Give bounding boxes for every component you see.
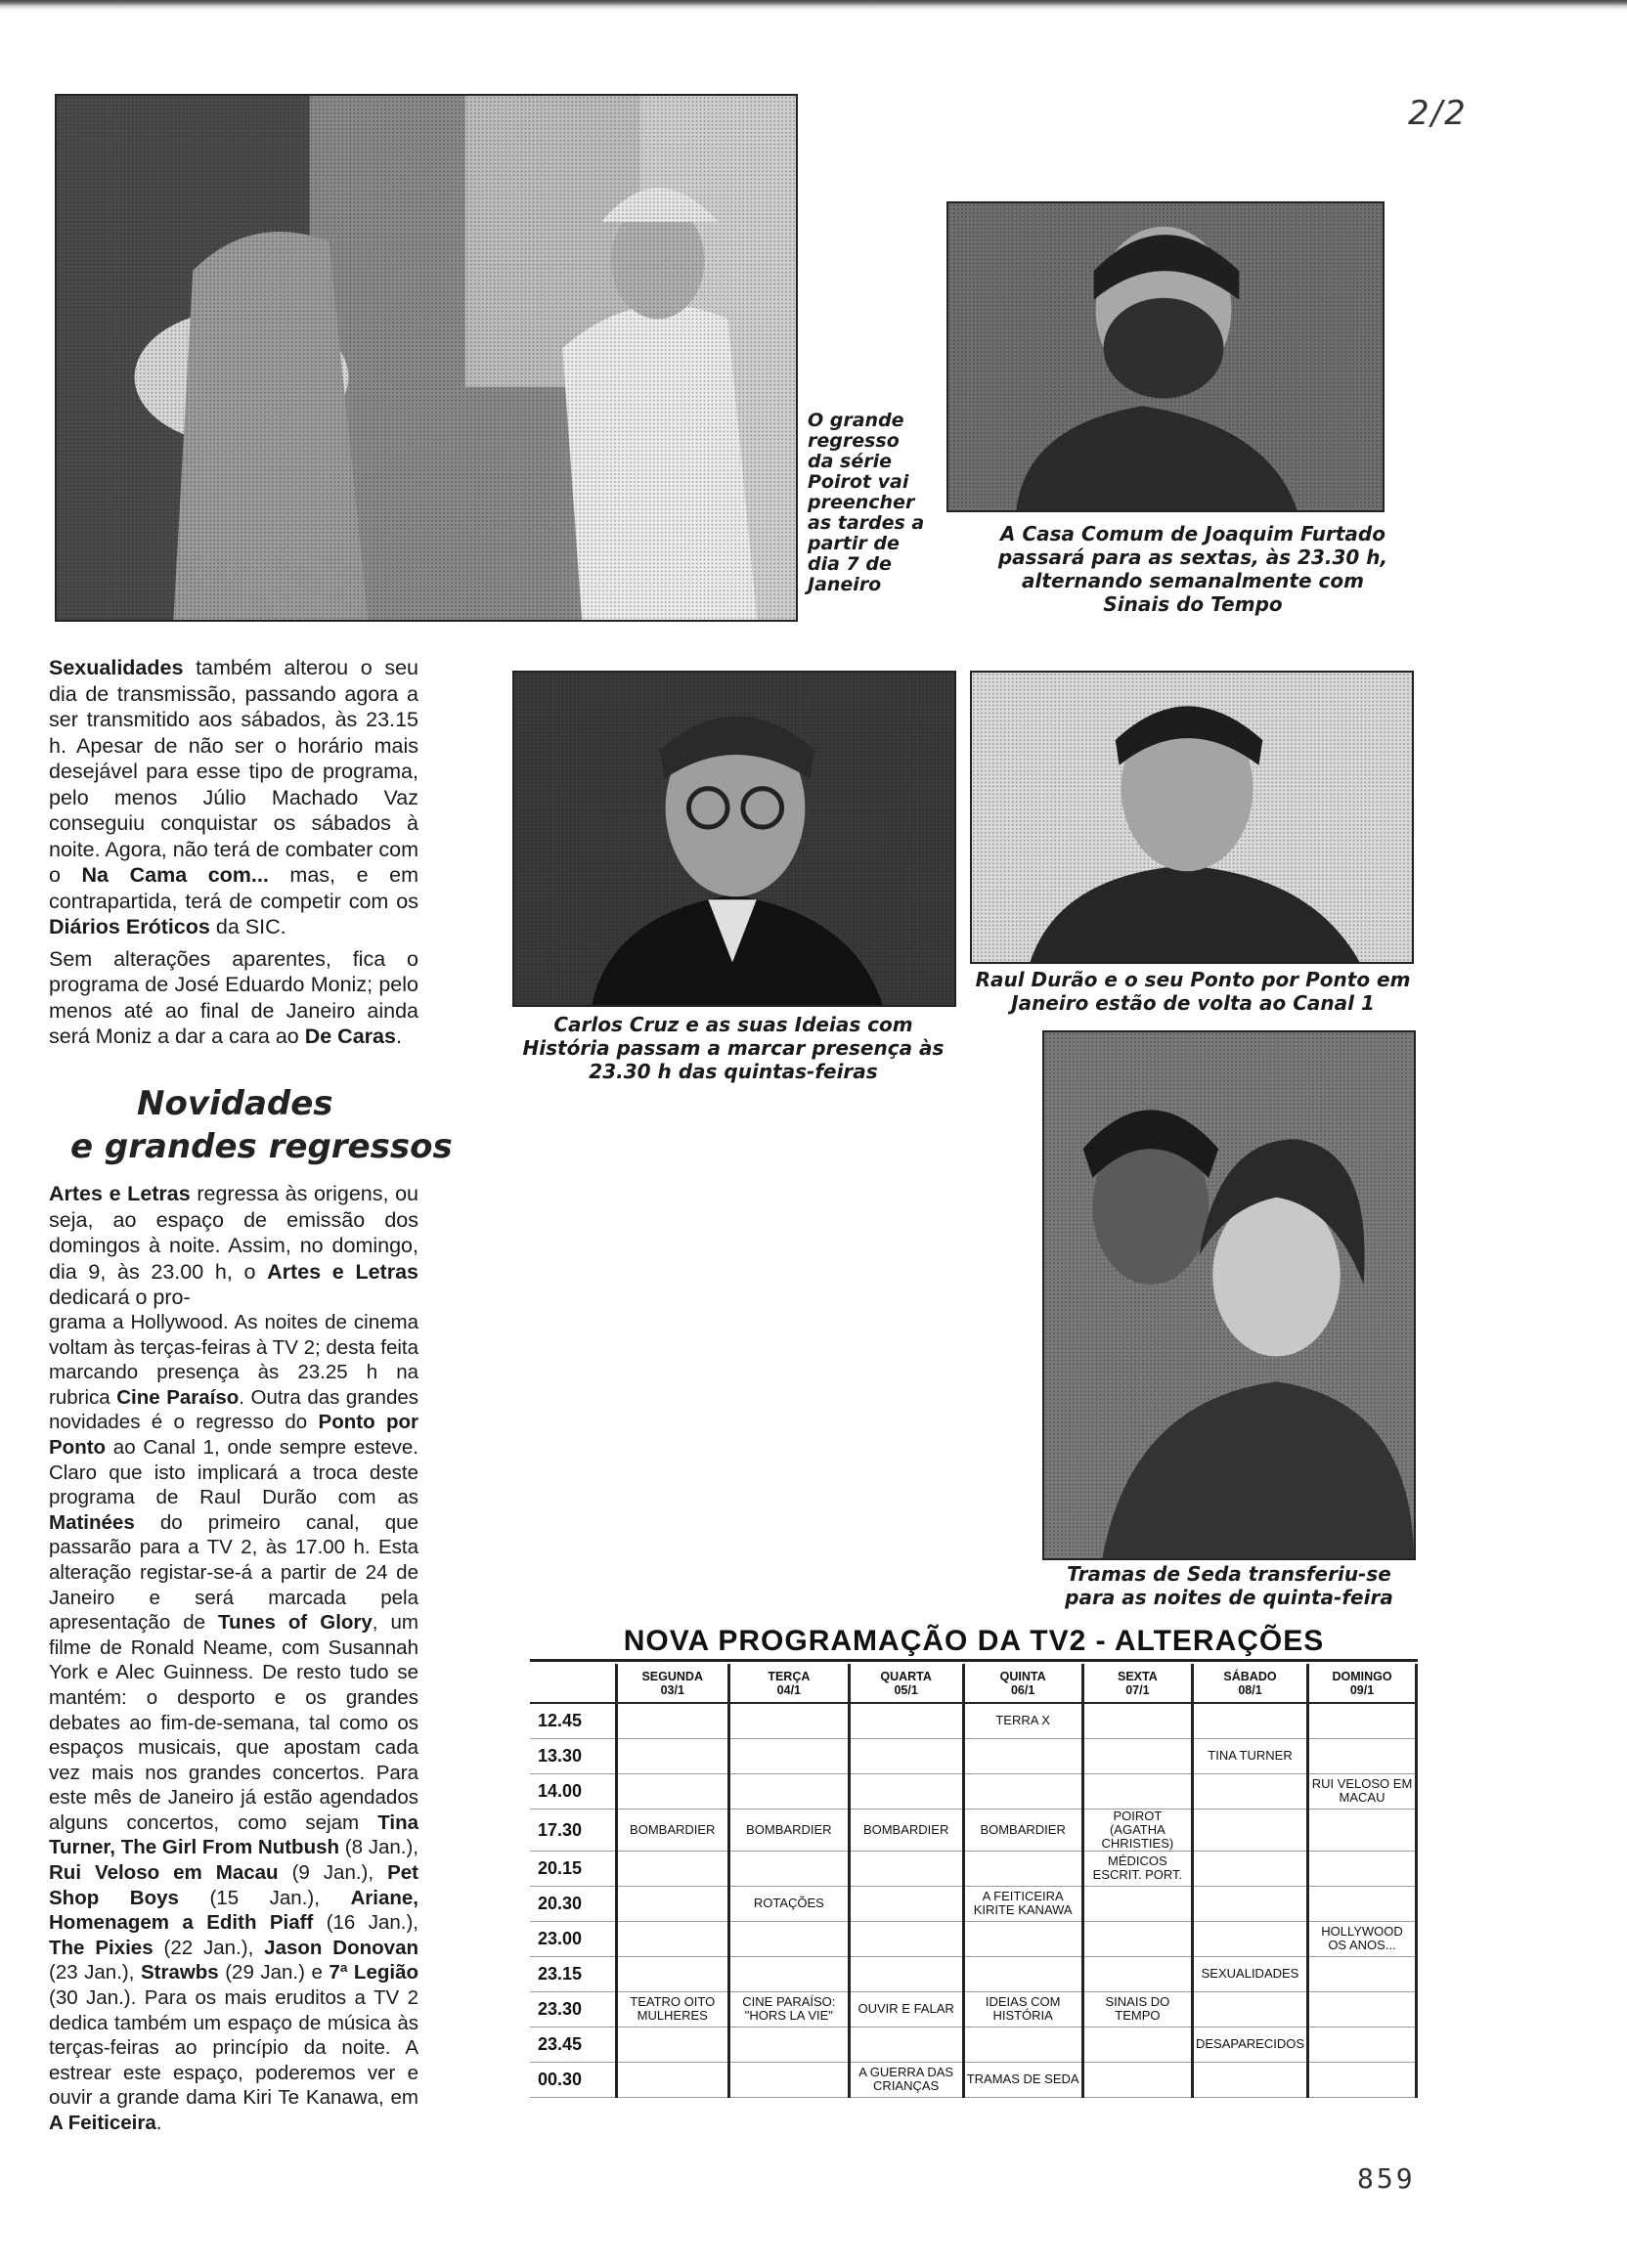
time-slot: 00.30 (538, 2070, 583, 2089)
program-cell (1082, 1703, 1192, 1738)
program-cell (728, 1956, 849, 1991)
tramas-caption: Tramas de Seda transferiu-se para as noites de quinta-feira (1065, 1562, 1393, 1609)
program-cell (1082, 2062, 1192, 2097)
program-cell: BOMBARDIER (963, 1809, 1082, 1851)
program-cell (1192, 1991, 1307, 2027)
program-cell (963, 1773, 1082, 1809)
program-cell (1192, 1703, 1307, 1738)
program-cell: ROTAÇÕES (728, 1886, 849, 1921)
program-cell (849, 1921, 963, 1956)
schedule-row (530, 1738, 1417, 1773)
raul-durao-photo (970, 671, 1414, 964)
program-cell (728, 2062, 849, 2097)
program-cell: IDEIAS COM HISTÓRIA (963, 1991, 1082, 2027)
joaquim-furtado-photo (946, 201, 1385, 512)
program-cell (849, 1851, 963, 1886)
paragraph-novidades: grama a Hollywood. As noites de cinema voltam às terças-feiras à TV 2; desta feita marcando presença às 23.25 h na rubrica Cine Paraíso. Outra das grandes novidades é o regresso do Ponto por Ponto ao Canal 1, onde sempre esteve. Claro que isto implicará a troca deste programa de Raul Durão com as Matinées do primeiro canal, que passarão para a TV 2, às 17.00 h. Esta alteração registar-se-á a partir de 24 de Janeiro e será marcada pela apresentação de Tunes of Glory, um filme de Ronald Neame, com Susannah York e Alec Guinness. De resto tudo se mantém: o desporto e os grandes debates ao fim-de-semana, tal como os espaços musicais, que apostam cada vez mais nos grandes concertos. Para este mês de Janeiro já estão agendados alguns concertos, como sejam Tina Turner, The Girl From Nutbush (8 Jan.), Rui Veloso em Macau (9 Jan.), Pet Shop Boys (15 Jan.), Ariane, Homenagem a Edith Piaff (16 Jan.), The Pixies (22 Jan.), Jason Donovan (23 Jan.), Strawbs (29 Jan.) e 7ª Legião (30 Jan.). Para os mais eruditos a TV 2 dedica também um espaço de música às terças-feiras ao princípio da noite. A estrear este espaço, poderemos ver e ouvir a grande dama Kiri Te Kanawa, em A Feiticeira. (49, 1311, 419, 2134)
program-cell: POIROT (AGATHA CHRISTIES) (1082, 1809, 1192, 1851)
program-cell (849, 2027, 963, 2062)
program-cell (728, 2027, 849, 2062)
poirot-photo (55, 94, 798, 622)
program-cell: CINE PARAÍSO: "HORS LA VIE" (728, 1991, 849, 2027)
program-cell (616, 1921, 728, 1956)
time-slot: 23.30 (538, 1999, 583, 2019)
program-cell (728, 1703, 849, 1738)
program-cell (616, 1703, 728, 1738)
program-cell (849, 1773, 963, 1809)
program-cell: SINAIS DO TEMPO (1082, 1991, 1192, 2027)
program-cell (728, 1921, 849, 1956)
program-cell (1308, 1809, 1417, 1851)
program-cell: TINA TURNER (1192, 1738, 1307, 1773)
schedule-title: NOVA PROGRAMAÇÃO DA TV2 - ALTERAÇÕES (530, 1625, 1418, 1662)
program-cell: OUVIR E FALAR (849, 1991, 963, 2027)
casa-comum-caption: A Casa Comum de Joaquim Furtado passará para as sextas, às 23.30 h, alternando semanalmente com Sinais do Tempo (997, 522, 1388, 616)
program-cell (849, 1703, 963, 1738)
schedule-row (530, 1921, 1417, 1956)
paragraph-moniz: Sem alterações aparentes, fica o programa de José Eduardo Moniz; pelo menos até ao final de Janeiro ainda será Moniz a dar a cara ao De Caras. (49, 946, 418, 1048)
page-number: 859 (1357, 2162, 1416, 2195)
program-cell: TRAMAS DE SEDA (963, 2062, 1082, 2097)
program-cell: BOMBARDIER (849, 1809, 963, 1851)
program-cell (1308, 2062, 1417, 2097)
paragraph-sexualidades: Sexualidades também alterou o seu dia de transmissão, passando agora a ser transmitido aos sábados, às 23.15 h. Apesar de não ser o horário mais desejável para esse tipo de programa, pelo menos Júlio Machado Vaz conseguiu conquistar os sábados à noite. Agora, não terá de combater com o Na Cama com... mas, e em contrapartida, terá de competir com os Diários Eróticos da SIC. (49, 656, 418, 938)
day-header: SEXTA 07/1 (1082, 1664, 1192, 1703)
program-cell (616, 2027, 728, 2062)
day-header: DOMINGO 09/1 (1308, 1664, 1417, 1703)
program-cell (1192, 1809, 1307, 1851)
program-cell (963, 1851, 1082, 1886)
day-header: QUARTA 05/1 (849, 1664, 963, 1703)
carlos-cruz-caption: Carlos Cruz e as suas Ideias com História passam a marcar presença às 23.30 h das quintas-feiras (522, 1013, 945, 1083)
time-slot: 23.00 (538, 1929, 583, 1948)
schedule-body (530, 1703, 1417, 2097)
tramas-de-seda-photo (1042, 1030, 1416, 1560)
program-cell: A FEITICEIRA KIRITE KANAWA (963, 1886, 1082, 1921)
program-cell: MÉDICOS ESCRIT. PORT. (1082, 1851, 1192, 1886)
program-cell (849, 1886, 963, 1921)
day-header: QUINTA 06/1 (963, 1664, 1082, 1703)
article-column-bottom (49, 1310, 418, 2142)
time-slot: 17.30 (538, 1819, 583, 1840)
poirot-caption: O grande regresso da série Poirot vai preencher as tardes a partir de dia 7 de Janeiro (808, 410, 925, 595)
time-column-header (530, 1664, 616, 1703)
program-cell: BOMBARDIER (616, 1809, 728, 1851)
program-cell: BOMBARDIER (728, 1809, 849, 1851)
program-cell (963, 2027, 1082, 2062)
program-cell (963, 1738, 1082, 1773)
program-cell (616, 1851, 728, 1886)
section-heading-line1: Novidades (137, 1084, 333, 1123)
carlos-cruz-photo (512, 671, 956, 1007)
program-cell (728, 1851, 849, 1886)
program-cell (616, 1738, 728, 1773)
time-slot: 14.00 (538, 1781, 583, 1801)
program-cell (1308, 1738, 1417, 1773)
program-cell (1082, 1738, 1192, 1773)
schedule-row (530, 1773, 1417, 1809)
program-cell: TERRA X (963, 1703, 1082, 1738)
program-cell: SEXUALIDADES (1192, 1956, 1307, 1991)
program-cell (616, 1956, 728, 1991)
schedule-row (530, 1886, 1417, 1921)
time-slot: 23.15 (538, 1964, 583, 1984)
program-cell (963, 1921, 1082, 1956)
program-cell (616, 1773, 728, 1809)
program-cell (728, 1773, 849, 1809)
program-cell (616, 2062, 728, 2097)
day-header: SEGUNDA 03/1 (616, 1664, 728, 1703)
program-cell (1192, 1773, 1307, 1809)
raul-durao-caption: Raul Durão e o seu Ponto por Ponto em Janeiro estão de volta ao Canal 1 (975, 968, 1411, 1015)
schedule-row (530, 2027, 1417, 2062)
program-cell (1192, 1851, 1307, 1886)
program-cell (1308, 1703, 1417, 1738)
article-column-middle (49, 1181, 418, 1317)
program-cell (1192, 1921, 1307, 1956)
program-cell (1082, 1921, 1192, 1956)
handwritten-page-mark: 2/2 (1408, 94, 1468, 133)
schedule-row (530, 2062, 1417, 2097)
time-slot: 20.30 (538, 1894, 583, 1913)
paragraph-artes-letras: Artes e Letras regressa às origens, ou seja, ao espaço de emissão dos domingos à noite. Assim, no domingo, dia 9, às 23.00 h, o Artes e Letras dedicará o pro- (49, 1182, 418, 1309)
program-cell (1082, 1956, 1192, 1991)
section-heading-line2: e grandes regressos (70, 1127, 453, 1166)
day-header: SÁBADO 08/1 (1192, 1664, 1307, 1703)
program-cell (728, 1738, 849, 1773)
program-cell: DESAPARECIDOS (1192, 2027, 1307, 2062)
program-cell (1308, 1956, 1417, 1991)
time-slot: 23.45 (538, 2034, 583, 2054)
schedule-row (530, 1991, 1417, 2027)
program-cell (616, 1886, 728, 1921)
program-cell (1308, 1886, 1417, 1921)
program-cell (1082, 2027, 1192, 2062)
scan-top-edge (0, 0, 1627, 10)
schedule-row (530, 1809, 1417, 1851)
program-cell (1082, 1886, 1192, 1921)
program-cell: RUI VELOSO EM MACAU (1308, 1773, 1417, 1809)
program-cell (1082, 1773, 1192, 1809)
schedule-row (530, 1851, 1417, 1886)
program-cell (1308, 1991, 1417, 2027)
schedule-header-row (530, 1664, 1417, 1703)
schedule-table (530, 1664, 1418, 2098)
day-header: TERÇA 04/1 (728, 1664, 849, 1703)
program-cell: A GUERRA DAS CRIANÇAS (849, 2062, 963, 2097)
schedule-row (530, 1956, 1417, 1991)
program-cell (1192, 1886, 1307, 1921)
program-cell (1308, 2027, 1417, 2062)
program-cell: HOLLYWOOD OS ANOS... (1308, 1921, 1417, 1956)
time-slot: 13.30 (538, 1746, 583, 1766)
schedule-row (530, 1703, 1417, 1738)
program-cell: TEATRO OITO MULHERES (616, 1991, 728, 2027)
program-cell (849, 1956, 963, 1991)
program-cell (1308, 1851, 1417, 1886)
time-slot: 12.45 (538, 1711, 583, 1731)
time-slot: 20.15 (538, 1858, 583, 1878)
program-cell (1192, 2062, 1307, 2097)
article-column-top (49, 655, 418, 1056)
program-cell (963, 1956, 1082, 1991)
program-cell (849, 1738, 963, 1773)
